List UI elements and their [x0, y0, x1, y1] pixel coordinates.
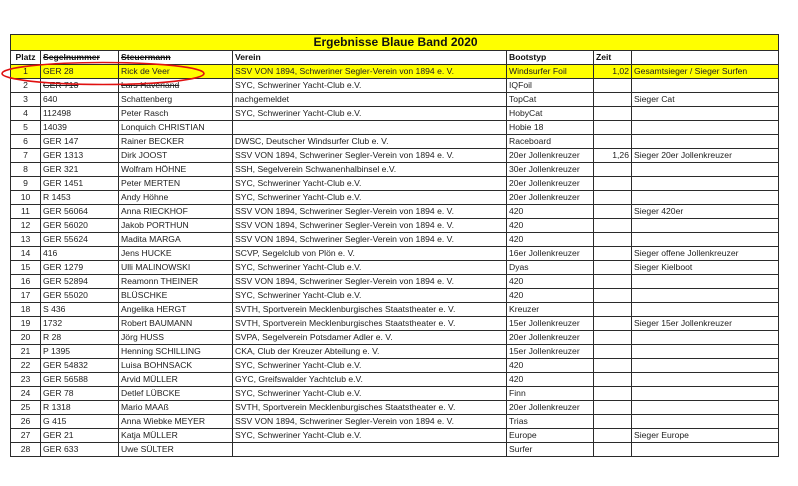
- bootstyp-cell: TopCat: [507, 93, 594, 107]
- table-row: [11, 93, 779, 107]
- table-row: [11, 205, 779, 219]
- verein-cell: SYC, Schweriner Yacht-Club e.V.: [233, 289, 507, 303]
- table-row: [11, 331, 779, 345]
- segelnummer-cell: GER 55624: [41, 233, 119, 247]
- bemerkung-cell: [632, 387, 779, 401]
- zeit-cell: [594, 93, 632, 107]
- bemerkung-cell: [632, 135, 779, 149]
- verein-cell: SYC, Schweriner Yacht-Club e.V.: [233, 107, 507, 121]
- table-row: [11, 373, 779, 387]
- segelnummer-cell: GER 147: [41, 135, 119, 149]
- table-row: [11, 177, 779, 191]
- verein-cell: SYC, Schweriner Yacht-Club e.V.: [233, 261, 507, 275]
- table-row: [11, 387, 779, 401]
- bootstyp-cell: 420: [507, 275, 594, 289]
- steuermann-cell: Detlef LÜBCKE: [119, 387, 233, 401]
- table-row: [11, 303, 779, 317]
- steuermann-cell: Andy Höhne: [119, 191, 233, 205]
- verein-cell: SSV VON 1894, Schweriner Segler-Verein von 1894 e. V.: [233, 205, 507, 219]
- verein-cell: SSV VON 1894, Schweriner Segler-Verein von 1894 e. V.: [233, 219, 507, 233]
- steuermann-cell: Luisa BOHNSACK: [119, 359, 233, 373]
- bootstyp-cell: 20er Jollenkreuzer: [507, 149, 594, 163]
- steuermann-cell: Lonquich CHRISTIAN: [119, 121, 233, 135]
- zeit-cell: [594, 79, 632, 93]
- zeit-cell: [594, 373, 632, 387]
- platz-cell: 1: [11, 65, 41, 79]
- verein-cell: SSV VON 1894, Schweriner Segler-Verein von 1894 e. V.: [233, 149, 507, 163]
- platz-cell: 17: [11, 289, 41, 303]
- header-zeit: Zeit: [594, 51, 632, 65]
- table-row: [11, 65, 779, 79]
- platz-cell: 8: [11, 163, 41, 177]
- bootstyp-cell: IQFoil: [507, 79, 594, 93]
- zeit-cell: [594, 359, 632, 373]
- verein-cell: DWSC, Deutscher Windsurfer Club e. V.: [233, 135, 507, 149]
- table-row: [11, 317, 779, 331]
- bemerkung-cell: [632, 443, 779, 457]
- bootstyp-cell: 420: [507, 373, 594, 387]
- results-sheet: [10, 34, 779, 457]
- bootstyp-cell: 420: [507, 359, 594, 373]
- bemerkung-cell: [632, 345, 779, 359]
- bootstyp-cell: 420: [507, 219, 594, 233]
- verein-cell: GYC, Greifswalder Yachtclub e.V.: [233, 373, 507, 387]
- verein-cell: SSV VON 1894, Schweriner Segler-Verein von 1894 e. V.: [233, 415, 507, 429]
- platz-cell: 16: [11, 275, 41, 289]
- platz-cell: 10: [11, 191, 41, 205]
- bootstyp-cell: 420: [507, 205, 594, 219]
- bemerkung-cell: Sieger 15er Jollenkreuzer: [632, 317, 779, 331]
- steuermann-cell: Jörg HUSS: [119, 331, 233, 345]
- zeit-cell: [594, 163, 632, 177]
- bemerkung-cell: [632, 275, 779, 289]
- verein-cell: [233, 443, 507, 457]
- header-row: [11, 51, 779, 65]
- platz-cell: 11: [11, 205, 41, 219]
- steuermann-cell: Arvid MÜLLER: [119, 373, 233, 387]
- bootstyp-cell: 420: [507, 233, 594, 247]
- segelnummer-cell: GER 78: [41, 387, 119, 401]
- bemerkung-cell: [632, 373, 779, 387]
- steuermann-cell: Jakob PORTHUN: [119, 219, 233, 233]
- steuermann-cell: Mario MAAß: [119, 401, 233, 415]
- segelnummer-cell: GER 321: [41, 163, 119, 177]
- steuermann-cell: Reamonn THEINER: [119, 275, 233, 289]
- verein-cell: SYC, Schweriner Yacht-Club e.V.: [233, 177, 507, 191]
- verein-cell: SYC, Schweriner Yacht-Club e.V.: [233, 359, 507, 373]
- platz-cell: 14: [11, 247, 41, 261]
- results-table: [10, 34, 779, 457]
- segelnummer-cell: GER 54832: [41, 359, 119, 373]
- verein-cell: SSV VON 1894, Schweriner Segler-Verein von 1894 e. V.: [233, 233, 507, 247]
- table-row: [11, 79, 779, 93]
- bemerkung-cell: Sieger offene Jollenkreuzer: [632, 247, 779, 261]
- zeit-cell: [594, 331, 632, 345]
- bootstyp-cell: Hobie 18: [507, 121, 594, 135]
- zeit-cell: [594, 429, 632, 443]
- bootstyp-cell: Windsurfer Foil: [507, 65, 594, 79]
- zeit-cell: [594, 443, 632, 457]
- zeit-cell: [594, 247, 632, 261]
- zeit-cell: [594, 261, 632, 275]
- verein-cell: SVPA, Segelverein Potsdamer Adler e. V.: [233, 331, 507, 345]
- verein-cell: SVTH, Sportverein Mecklenburgisches Staatstheater e. V.: [233, 303, 507, 317]
- verein-cell: SVTH, Sportverein Mecklenburgisches Staatstheater e. V.: [233, 317, 507, 331]
- platz-cell: 5: [11, 121, 41, 135]
- title-row: [11, 35, 779, 51]
- platz-cell: 22: [11, 359, 41, 373]
- table-row: [11, 191, 779, 205]
- verein-cell: SCVP, Segelclub von Plön e. V.: [233, 247, 507, 261]
- bootstyp-cell: Surfer: [507, 443, 594, 457]
- table-row: [11, 429, 779, 443]
- bemerkung-cell: [632, 303, 779, 317]
- segelnummer-cell: G 415: [41, 415, 119, 429]
- bemerkung-cell: [632, 359, 779, 373]
- bemerkung-cell: Sieger 420er: [632, 205, 779, 219]
- segelnummer-cell: S 436: [41, 303, 119, 317]
- zeit-cell: [594, 401, 632, 415]
- table-row: [11, 247, 779, 261]
- zeit-cell: 1,26: [594, 149, 632, 163]
- bemerkung-cell: [632, 121, 779, 135]
- verein-cell: SYC, Schweriner Yacht-Club e.V.: [233, 191, 507, 205]
- verein-cell: SSH, Segelverein Schwanenhalbinsel e.V.: [233, 163, 507, 177]
- zeit-cell: [594, 177, 632, 191]
- steuermann-cell: Rick de Veer: [119, 65, 233, 79]
- verein-cell: SYC, Schweriner Yacht-Club e.V.: [233, 79, 507, 93]
- table-row: [11, 149, 779, 163]
- bemerkung-cell: [632, 219, 779, 233]
- zeit-cell: 1,02: [594, 65, 632, 79]
- zeit-cell: [594, 219, 632, 233]
- header-bemerkung: [632, 51, 779, 65]
- bootstyp-cell: 15er Jollenkreuzer: [507, 345, 594, 359]
- table-row: [11, 359, 779, 373]
- bemerkung-cell: Sieger Kielboot: [632, 261, 779, 275]
- platz-cell: 4: [11, 107, 41, 121]
- bemerkung-cell: [632, 79, 779, 93]
- bemerkung-cell: Gesamtsieger / Sieger Surfen: [632, 65, 779, 79]
- bemerkung-cell: [632, 331, 779, 345]
- bootstyp-cell: 20er Jollenkreuzer: [507, 177, 594, 191]
- bemerkung-cell: [632, 163, 779, 177]
- zeit-cell: [594, 345, 632, 359]
- bemerkung-cell: [632, 233, 779, 247]
- bemerkung-cell: [632, 415, 779, 429]
- zeit-cell: [594, 275, 632, 289]
- bootstyp-cell: Kreuzer: [507, 303, 594, 317]
- segelnummer-cell: GER 1313: [41, 149, 119, 163]
- platz-cell: 7: [11, 149, 41, 163]
- bootstyp-cell: 16er Jollenkreuzer: [507, 247, 594, 261]
- bemerkung-cell: [632, 107, 779, 121]
- zeit-cell: [594, 415, 632, 429]
- verein-cell: SSV VON 1894, Schweriner Segler-Verein von 1894 e. V.: [233, 65, 507, 79]
- bootstyp-cell: 30er Jollenkreuzer: [507, 163, 594, 177]
- segelnummer-cell: 112498: [41, 107, 119, 121]
- platz-cell: 27: [11, 429, 41, 443]
- segelnummer-cell: GER 56064: [41, 205, 119, 219]
- steuermann-cell: Schattenberg: [119, 93, 233, 107]
- steuermann-cell: BLÜSCHKE: [119, 289, 233, 303]
- table-row: [11, 289, 779, 303]
- bemerkung-cell: [632, 191, 779, 205]
- segelnummer-cell: GER 56588: [41, 373, 119, 387]
- steuermann-cell: Madita MARGA: [119, 233, 233, 247]
- table-row: [11, 107, 779, 121]
- bootstyp-cell: 20er Jollenkreuzer: [507, 331, 594, 345]
- bemerkung-cell: [632, 289, 779, 303]
- header-segelnummer: Segelnummer: [41, 51, 119, 65]
- zeit-cell: [594, 205, 632, 219]
- zeit-cell: [594, 191, 632, 205]
- zeit-cell: [594, 121, 632, 135]
- verein-cell: SSV VON 1894, Schweriner Segler-Verein von 1894 e. V.: [233, 275, 507, 289]
- segelnummer-cell: R 1453: [41, 191, 119, 205]
- platz-cell: 25: [11, 401, 41, 415]
- table-row: [11, 135, 779, 149]
- bootstyp-cell: Raceboard: [507, 135, 594, 149]
- bootstyp-cell: 20er Jollenkreuzer: [507, 191, 594, 205]
- steuermann-cell: Dirk JOOST: [119, 149, 233, 163]
- steuermann-cell: Anna RIECKHOF: [119, 205, 233, 219]
- segelnummer-cell: GER 28: [41, 65, 119, 79]
- segelnummer-cell: 1732: [41, 317, 119, 331]
- verein-cell: [233, 121, 507, 135]
- platz-cell: 13: [11, 233, 41, 247]
- steuermann-cell: Angelika HERGT: [119, 303, 233, 317]
- steuermann-cell: Henning SCHILLING: [119, 345, 233, 359]
- platz-cell: 20: [11, 331, 41, 345]
- segelnummer-cell: GER 55020: [41, 289, 119, 303]
- bootstyp-cell: Trias: [507, 415, 594, 429]
- bemerkung-cell: Sieger Europe: [632, 429, 779, 443]
- verein-cell: SYC, Schweriner Yacht-Club e.V.: [233, 387, 507, 401]
- platz-cell: 28: [11, 443, 41, 457]
- bemerkung-cell: Sieger Cat: [632, 93, 779, 107]
- steuermann-cell: Anna Wiebke MEYER: [119, 415, 233, 429]
- segelnummer-cell: 416: [41, 247, 119, 261]
- table-row: [11, 121, 779, 135]
- bemerkung-cell: [632, 177, 779, 191]
- verein-cell: nachgemeldet: [233, 93, 507, 107]
- platz-cell: 9: [11, 177, 41, 191]
- steuermann-cell: Jens HUCKE: [119, 247, 233, 261]
- segelnummer-cell: GER 1279: [41, 261, 119, 275]
- bootstyp-cell: Dyas: [507, 261, 594, 275]
- table-title: Ergebnisse Blaue Band 2020: [11, 35, 779, 51]
- platz-cell: 3: [11, 93, 41, 107]
- segelnummer-cell: P 1395: [41, 345, 119, 359]
- zeit-cell: [594, 107, 632, 121]
- table-row: [11, 233, 779, 247]
- steuermann-cell: Robert BAUMANN: [119, 317, 233, 331]
- platz-cell: 19: [11, 317, 41, 331]
- platz-cell: 6: [11, 135, 41, 149]
- segelnummer-cell: R 1318: [41, 401, 119, 415]
- platz-cell: 21: [11, 345, 41, 359]
- segelnummer-cell: GER 1451: [41, 177, 119, 191]
- steuermann-cell: Uwe SÜLTER: [119, 443, 233, 457]
- bemerkung-cell: [632, 401, 779, 415]
- segelnummer-cell: GER 21: [41, 429, 119, 443]
- steuermann-cell: Rainer BECKER: [119, 135, 233, 149]
- zeit-cell: [594, 289, 632, 303]
- bootstyp-cell: Finn: [507, 387, 594, 401]
- header-platz: Platz: [11, 51, 41, 65]
- verein-cell: SYC, Schweriner Yacht-Club e.V.: [233, 429, 507, 443]
- segelnummer-cell: GER 52894: [41, 275, 119, 289]
- bootstyp-cell: Europe: [507, 429, 594, 443]
- table-row: [11, 345, 779, 359]
- verein-cell: CKA, Club der Kreuzer Abteilung e. V.: [233, 345, 507, 359]
- platz-cell: 23: [11, 373, 41, 387]
- segelnummer-cell: R 28: [41, 331, 119, 345]
- zeit-cell: [594, 317, 632, 331]
- segelnummer-cell: GER 633: [41, 443, 119, 457]
- bootstyp-cell: HobyCat: [507, 107, 594, 121]
- platz-cell: 15: [11, 261, 41, 275]
- segelnummer-cell: 14039: [41, 121, 119, 135]
- segelnummer-cell: GER 56020: [41, 219, 119, 233]
- platz-cell: 18: [11, 303, 41, 317]
- table-row: [11, 163, 779, 177]
- table-row: [11, 415, 779, 429]
- zeit-cell: [594, 303, 632, 317]
- zeit-cell: [594, 387, 632, 401]
- steuermann-cell: Wolfram HÖHNE: [119, 163, 233, 177]
- segelnummer-cell: GER 713: [41, 79, 119, 93]
- platz-cell: 26: [11, 415, 41, 429]
- header-bootstyp: Bootstyp: [507, 51, 594, 65]
- bootstyp-cell: 15er Jollenkreuzer: [507, 317, 594, 331]
- table-row: [11, 261, 779, 275]
- table-row: [11, 443, 779, 457]
- steuermann-cell: Lars Haverland: [119, 79, 233, 93]
- header-steuermann: Steuermann: [119, 51, 233, 65]
- steuermann-cell: Peter MERTEN: [119, 177, 233, 191]
- bootstyp-cell: 20er Jollenkreuzer: [507, 401, 594, 415]
- steuermann-cell: Katja MÜLLER: [119, 429, 233, 443]
- table-row: [11, 219, 779, 233]
- zeit-cell: [594, 135, 632, 149]
- bemerkung-cell: Sieger 20er Jollenkreuzer: [632, 149, 779, 163]
- header-verein: Verein: [233, 51, 507, 65]
- platz-cell: 2: [11, 79, 41, 93]
- table-row: [11, 401, 779, 415]
- platz-cell: 24: [11, 387, 41, 401]
- steuermann-cell: Ulli MALINOWSKI: [119, 261, 233, 275]
- steuermann-cell: Peter Rasch: [119, 107, 233, 121]
- segelnummer-cell: 640: [41, 93, 119, 107]
- bootstyp-cell: 420: [507, 289, 594, 303]
- platz-cell: 12: [11, 219, 41, 233]
- verein-cell: SVTH, Sportverein Mecklenburgisches Staatstheater e. V.: [233, 401, 507, 415]
- table-row: [11, 275, 779, 289]
- zeit-cell: [594, 233, 632, 247]
